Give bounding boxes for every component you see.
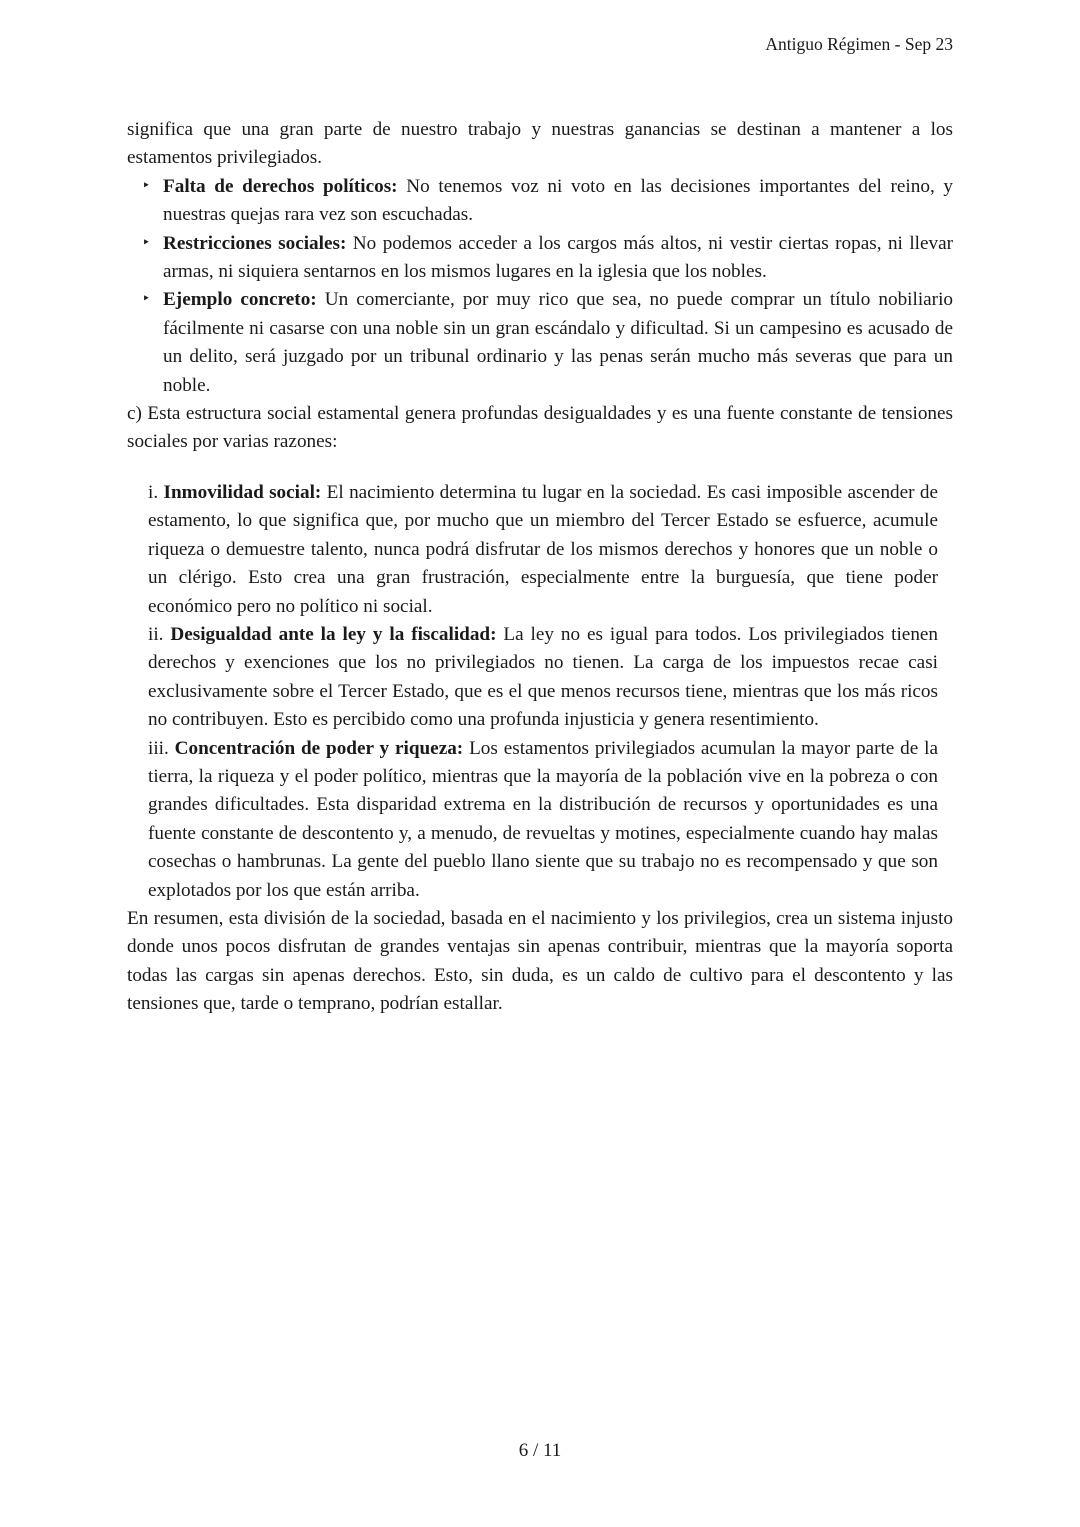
point-body: La ley no es igual para todos. Los privilegiados tienen derechos y exenciones que los no privilegiados no tienen. La carga de los impuestos recae casi exclusivamente sobre el Tercer Estado, que es el que menos recursos tiene, mientras que los más ricos no contribuyen. Esto es percibido como una profunda injusticia y genera resentimiento. [148, 623, 939, 731]
point-label: Desigualdad ante la ley y la fiscalidad: [170, 623, 497, 645]
page-header [765, 33, 953, 55]
point-body: El nacimiento determina tu lugar en la sociedad. Es casi imposible ascender de estamento, lo que significa que, por mucho que un miembro del Tercer Estado se esfuerce, acumule riqueza o demuestre talento, nunca podrá disfrutar de los mismos derechos y honores que un noble o un clérigo. Esto crea una gran frustración, especialmente entre la burguesía, que tiene poder económico pero no político ni social. [148, 481, 939, 617]
numeral: i. [148, 481, 159, 503]
numbered-points [148, 479, 938, 905]
bullet-label: Falta de derechos políticos: [163, 175, 398, 197]
bullet-text [163, 230, 953, 287]
triangular-bullet-icon: ‣ [142, 178, 151, 194]
numeral: iii. [148, 737, 169, 759]
bullet-body: No podemos acceder a los cargos más altos, ni vestir ciertas ropas, ni llevar armas, ni siquiera sentarnos en los mismos lugares en la iglesia que los nobles. [163, 232, 953, 283]
paragraph-c: c) Esta estructura social estamental genera profundas desigualdades y es una fuente constante de tensiones sociales por varias razones: [127, 403, 953, 453]
list-item [127, 173, 953, 230]
numeral: ii. [148, 623, 164, 645]
bullet-text [163, 286, 953, 400]
bullet-list [127, 173, 953, 400]
header-title: Antiguo Régimen - Sep 23 [765, 34, 953, 54]
document-body [127, 116, 953, 1019]
page-footer [0, 1440, 1080, 1462]
bullet-text [163, 173, 953, 230]
list-item [127, 230, 953, 287]
point-label: Concentración de poder y riqueza: [174, 737, 464, 759]
bullet-body: Un comerciante, por muy rico que sea, no puede comprar un título nobiliario fácilmente ni casarse con una noble sin un gran escándalo y dificultad. Si un campesino es acusado de un delito, será juzgado por un tribunal ordinario y las penas serán mucho más severas que para un noble. [163, 289, 953, 396]
numbered-point [148, 621, 938, 735]
summary-paragraph: En resumen, esta división de la sociedad, basada en el nacimiento y los privilegios, crea un sistema injusto donde unos pocos disfrutan de grandes ventajas sin apenas contribuir, mientras que la mayoría soporta todas las cargas sin apenas derechos. Esto, sin duda, es un caldo de cultivo para el descontento y las tensiones que, tarde o temprano, podrían estallar. [127, 907, 953, 1015]
numbered-point [148, 479, 938, 621]
bullet-label: Restricciones sociales: [163, 232, 347, 254]
list-item [127, 286, 953, 400]
triangular-bullet-icon: ‣ [142, 292, 151, 308]
bullet-label: Ejemplo concreto: [163, 289, 317, 311]
continuation-paragraph: significa que una gran parte de nuestro trabajo y nuestras ganancias se destinan a mantener a los estamentos privilegiados. [127, 119, 953, 169]
bullet-body: No tenemos voz ni voto en las decisiones importantes del reino, y nuestras quejas rara vez son escuchadas. [163, 175, 954, 226]
page-number: 6 / 11 [518, 1440, 562, 1461]
triangular-bullet-icon: ‣ [142, 235, 151, 251]
point-body: Los estamentos privilegiados acumulan la mayor parte de la tierra, la riqueza y el poder político, mientras que la mayoría de la población vive en la pobreza o con grandes dificultades. Esta disparidad extrema en la distribución de recursos y oportunidades es una fuente constante de descontento y, a menudo, de revueltas y motines, especialmente cuando hay malas cosechas o hambrunas. La gente del pueblo llano siente que su trabajo no es recompensado y que son explotados por los que están arriba. [148, 737, 939, 901]
numbered-point [148, 735, 938, 905]
point-label: Inmovilidad social: [163, 481, 322, 503]
